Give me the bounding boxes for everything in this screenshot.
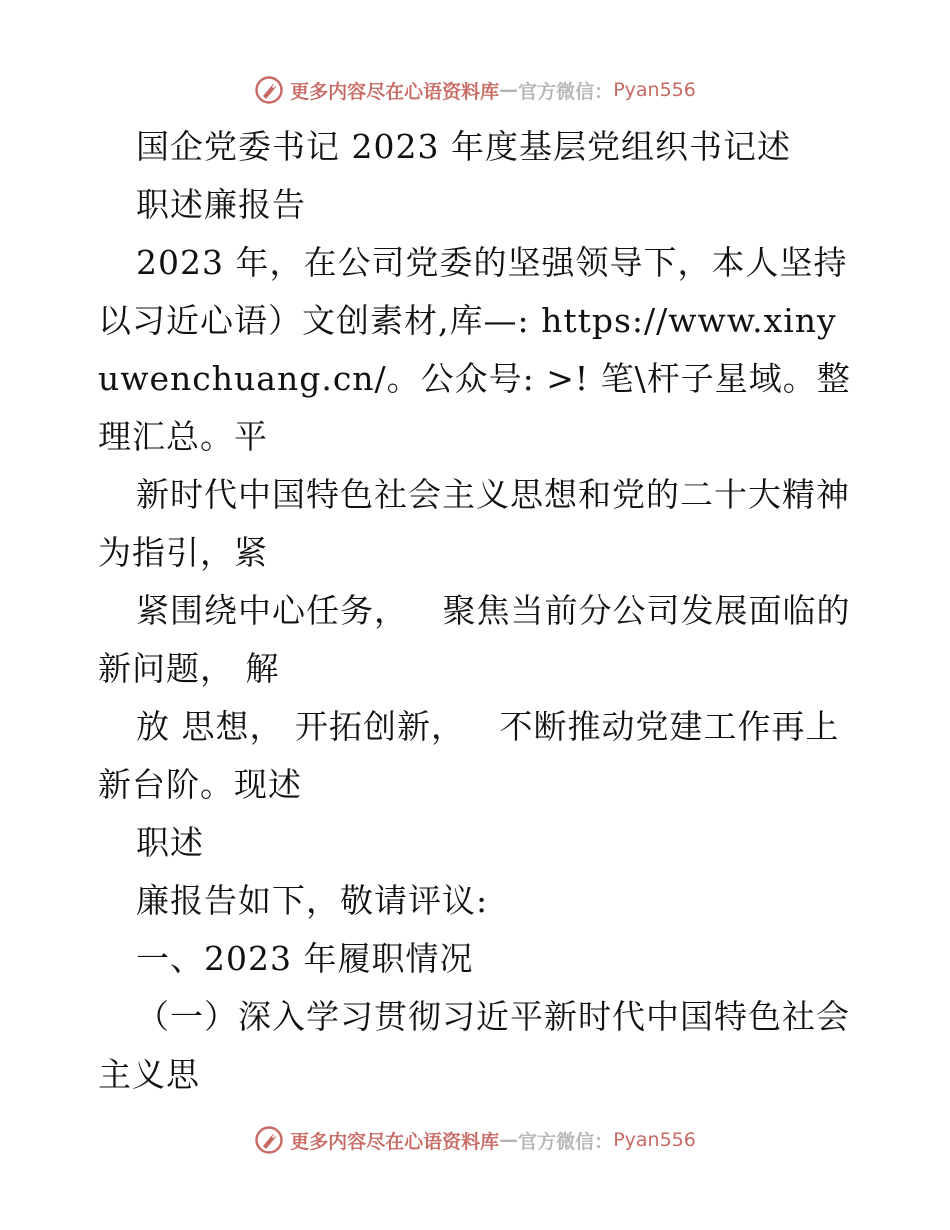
watermark-wechat-label: 官方微信：	[518, 80, 614, 103]
pen-nib-logo-icon	[254, 1125, 284, 1155]
paragraph-intro: 2023 年，在公司党委的坚强领导下，本人坚持以习近心语）文创素材,库—: https://www.xinyuwenchuang.cn/。公众号: >! 笔\杆子星域。整理汇总。平	[98, 243, 851, 456]
section-heading-1: 一、2023 年履职情况	[136, 939, 474, 978]
pen-nib-logo-icon	[254, 75, 284, 105]
watermark-wechat-id: Pyan556	[613, 79, 696, 101]
watermark-separator: —	[499, 1129, 519, 1151]
paragraph-focus: 紧围绕中心任务， 聚焦当前分公司发展面临的新问题， 解	[98, 591, 851, 688]
paragraph-duty: 职述	[136, 823, 204, 862]
paragraph-guideline: 新时代中国特色社会主义思想和党的二十大精神为指引，紧	[98, 475, 850, 572]
document-title-line-2: 职述廉报告	[136, 185, 306, 224]
paragraph-report-intro: 廉报告如下，敬请评议:	[136, 881, 489, 920]
watermark-text: 更多内容尽在心语资料库	[290, 1130, 500, 1153]
subsection-heading-1: （一）深入学习贯彻习近平新时代中国特色社会主义思	[98, 997, 850, 1094]
watermark-text: 更多内容尽在心语资料库	[290, 80, 500, 103]
footer-watermark	[0, 1120, 950, 1160]
watermark-wechat-id: Pyan556	[613, 1129, 696, 1151]
paragraph-innovation: 放 思想， 开拓创新， 不断推动党建工作再上新台阶。现述	[98, 707, 840, 804]
document-body	[98, 118, 858, 1104]
document-title-line-1: 国企党委书记 2023 年度基层党组织书记述	[136, 127, 791, 166]
watermark-separator: —	[499, 79, 519, 101]
watermark-wechat-label: 官方微信：	[518, 1130, 614, 1153]
header-watermark	[0, 70, 950, 110]
